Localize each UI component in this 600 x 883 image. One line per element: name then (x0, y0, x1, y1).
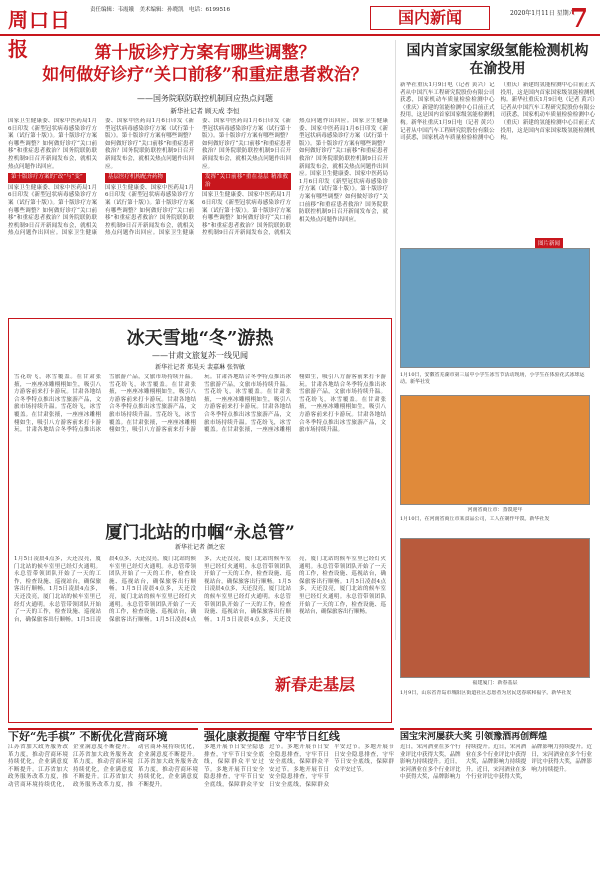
lead-title: 第十版诊疗方案有哪些调整？ 如何做好诊疗“关口前移”和重症患者救治？ (42, 43, 368, 85)
right-title: 国内首家国家级氢能检测机构在渝投用 (406, 43, 589, 77)
photo-skating (400, 248, 590, 368)
newspaper-logo: 周口日报 (8, 8, 71, 61)
photo-couplets (400, 538, 590, 678)
feature2-byline: 新华社记者 颜之宏 (175, 544, 225, 551)
feature1-subtitle: ——甘肃文旅复苏一线见闻 (152, 351, 248, 360)
photo-tag-3: 福建厦门：新春基层 (472, 680, 518, 686)
bottom-body-1: 江苏省加大政务服务改革力度，推动营商环境持续优化，企业满意度不断提升。江苏省加大政务服务改革力度，推动营商环境持续优化，企业满意度不断提升。江苏省加大政务服务改革力度，推动营商环境持续优化，企业满意度不断提升。江苏省加大政务服务改革力度，推动营商环境持续优化，企业满意度不断提升。江苏省加大政务服务改革力度，推动营商环境持续优化，企业满意度不断提升。 (8, 744, 198, 788)
lead-subtitle: ——国务院联防联控机制回应热点问题 (137, 94, 273, 103)
bottom-body-3: 近日，宋河酒业在多个行业评比中获得大奖，品牌影响力持续提升。近日，宋河酒业在多个行业评比中获得大奖，品牌影响力持续提升。近日，宋河酒业在多个行业评比中获得大奖，品牌影响力持续提升。近日，宋河酒业在多个行业评比中获得大奖，品牌影响力持续提升。近日，宋河酒业在多个行业评比中获得大奖，品牌影响力持续提升。 (400, 744, 592, 781)
page-number: 7 (570, 4, 589, 34)
bottom-title-1: 下好“先手棋” 不断优化营商环境 (8, 730, 168, 743)
photo-caption-2: 1月10日，在河南省商丘市某食品公司，工人在制作年馍。新华社发 (400, 516, 550, 522)
feature2-body: 1月5日凌晨4点多，天还没亮，厦门北站的候车室里已经灯火通明。永总管带领团队开始了一天的工作，检查设施、巡视站台，确保旅客出行顺畅。1月5日凌晨4点多，天还没亮，厦门北站的候车室里已经灯火通明。永总管带领团队开始了一天的工作，检查设施、巡视站台，确保旅客出行顺畅。1月5日凌晨4点多，天还没亮，厦门北站的候车室里已经灯火通明。永总管带领团队开始了一天的工作，检查设施、巡视站台，确保旅客出行顺畅。1月5日凌晨4点多，天还没亮，厦门北站的候车室里已经灯火通明。永总管带领团队开始了一天的工作，检查设施、巡视站台，确保旅客出行顺畅。1月5日凌晨4点多，天还没亮，厦门北站的候车室里已经灯火通明。永总管带领团队开始了一天的工作，检查设施、巡视站台，确保旅客出行顺畅。1月5日凌晨4点多，天还没亮，厦门北站的候车室里已经灯火通明。永总管带领团队开始了一天的工作，检查设施、巡视站台，确保旅客出行顺畅。1月5日凌晨4点多，天还没亮，厦门北站的候车室里已经灯火通明。永总管带领团队开始了一天的工作，检查设施、巡视站台，确保旅客出行顺畅。1月5日凌晨4点多，天还没亮，厦门北站的候车室里已经灯火通明。永总管带领团队开始了一天的工作，检查设施、巡视站台，确保旅客出行顺畅。 (14, 556, 386, 623)
feature2-title: 厦门北站的巾帼“永总管” (105, 523, 295, 543)
section-title: 国内新闻 (370, 6, 490, 30)
lead-byline: 新华社记者 顾天成 李恒 (170, 107, 240, 115)
photo-dumplings (400, 395, 590, 505)
feature1-title: 冰天雪地“冬”游热 (126, 328, 274, 349)
bottom-article-3 (400, 728, 592, 878)
feature1-byline: 新华社记者 郑昊天 裴嘉琳 张智敏 (155, 364, 245, 371)
bottom-body-2: 多地开展节日安全隐患排查，守牢节日安全底线，保障群众平安过节。多地开展节日安全隐患排查，守牢节日安全底线，保障群众平安过节。多地开展节日安全隐患排查，守牢节日安全底线，保障群众平安过节。多地开展节日安全隐患排查，守牢节日安全底线，保障群众平安过节。多地开展节日安全隐患排查，守牢节日安全底线，保障群众平安过节。 (204, 744, 394, 788)
lead-body: 国家卫生健康委、国家中医药局1月6日印发《新型冠状病毒感染诊疗方案（试行第十版）》。第十版诊疗方案有哪些调整？如何做好诊疗“关口前移”和重症患者救治？国务院联防联控机制9日召开新闻发布会，就相关热点问题作出回应。 第十版诊疗方案的“改”与“变” 国家卫生健康委、国家中医药局1月6日印发《新型冠状病毒感染诊疗方案（试行第十版）》。第十版诊疗方案有哪些调整？如何做好诊疗“关口前移”和重症患者救治？国务院联防联控机制9日召开新闻发布会，就相关热点问题作出回应。国家卫生健康委、国家中医药局1月6日印发《新型冠状病毒感染诊疗方案（试行第十版）》。第十版诊疗方案有哪些调整？如何做好诊疗“关口前移”和重症患者救治？国务院联防联控机制9日召开新闻发布会，就相关热点问题作出回应。 基层医疗机构配齐药物 国家卫生健康委、国家中医药局1月6日印发《新型冠状病毒感染诊疗方案（试行第十版）》。第十版诊疗方案有哪些调整？如何做好诊疗“关口前移”和重症患者救治？国务院联防联控机制9日召开新闻发布会，就相关热点问题作出回应。国家卫生健康委、国家中医药局1月6日印发《新型冠状病毒感染诊疗方案（试行第十版）》。第十版诊疗方案有哪些调整？如何做好诊疗“关口前移”和重症患者救治？国务院联防联控机制9日召开新闻发布会，就相关热点问题作出回应。 发挥“关口前移”重在基层 精准救治 国家卫生健康委、国家中医药局1月6日印发《新型冠状病毒感染诊疗方案（试行第十版）》。第十版诊疗方案有哪些调整？如何做好诊疗“关口前移”和重症患者救治？国务院联防联控机制9日召开新闻发布会，就相关热点问题作出回应。国家卫生健康委、国家中医药局1月6日印发《新型冠状病毒感染诊疗方案（试行第十版）》。第十版诊疗方案有哪些调整？如何做好诊疗“关口前移”和重症患者救治？国务院联防联控机制9日召开新闻发布会，就相关热点问题作出回应。国家卫生健康委、国家中医药局1月6日印发《新型冠状病毒感染诊疗方案（试行第十版）》。第十版诊疗方案有哪些调整？如何做好诊疗“关口前移”和重症患者救治？国务院联防联控机制9日召开新闻发布会，就相关热点问题作出回应。 (8, 118, 388, 237)
bottom-article-2 (204, 728, 394, 878)
editor-meta: 责任编辑：韦霞娥 美术编辑：孙晓凯 电话：6199516 (90, 7, 230, 13)
photo-caption-3: 1月9日，山东省青岛市城阳区街道社区志愿者为居民送春联和福字。新华社发 (400, 690, 572, 696)
bottom-title-3: 国宝宋河屡获大奖 引领豫酒再创辉煌 (400, 732, 548, 742)
photo-tag-2: 河南省商丘市：蒸馍迎年 (467, 507, 523, 513)
new-year-banner: 新春走基层 (274, 675, 355, 694)
bottom-title-2: 强化康救提醒 守牢节日红线 (204, 730, 340, 743)
photo-news-tag: 图片新闻 (535, 238, 563, 248)
bottom-article-1 (8, 728, 198, 878)
feature1-body: 雪花纷飞，冰雪覆盖。在甘肃张掖，一座座冰雕栩栩如生，吸引八方游客前来打卡游玩。甘肃各地结合冬季特点推出冰雪旅游产品，文旅市场持续升温。雪花纷飞，冰雪覆盖。在甘肃张掖，一座座冰雕栩栩如生，吸引八方游客前来打卡游玩。甘肃各地结合冬季特点推出冰雪旅游产品，文旅市场持续升温。雪花纷飞，冰雪覆盖。在甘肃张掖，一座座冰雕栩栩如生，吸引八方游客前来打卡游玩。甘肃各地结合冬季特点推出冰雪旅游产品，文旅市场持续升温。雪花纷飞，冰雪覆盖。在甘肃张掖，一座座冰雕栩栩如生，吸引八方游客前来打卡游玩。甘肃各地结合冬季特点推出冰雪旅游产品，文旅市场持续升温。雪花纷飞，冰雪覆盖。在甘肃张掖，一座座冰雕栩栩如生，吸引八方游客前来打卡游玩。甘肃各地结合冬季特点推出冰雪旅游产品，文旅市场持续升温。雪花纷飞，冰雪覆盖。在甘肃张掖，一座座冰雕栩栩如生，吸引八方游客前来打卡游玩。甘肃各地结合冬季特点推出冰雪旅游产品，文旅市场持续升温。雪花纷飞，冰雪覆盖。在甘肃张掖，一座座冰雕栩栩如生，吸引八方游客前来打卡游玩。甘肃各地结合冬季特点推出冰雪旅游产品，文旅市场持续升温。 (14, 374, 386, 434)
issue-date: 2020年1月11日 星期六 (510, 10, 575, 17)
right-body: 新华社重庆1月9日电（记者 黄兴）记者从中国汽车工程研究院股份有限公司获悉，国家机动车质量检验检测中心（重庆）新建的氢能检测中心目前正式投用，这是国内首家国家级氢能检测机构。新华社重庆1月9日电（记者 黄兴）记者从中国汽车工程研究院股份有限公司获悉，国家机动车质量检验检测中心（重庆）新建的氢能检测中心目前正式投用，这是国内首家国家级氢能检测机构。新华社重庆1月9日电（记者 黄兴）记者从中国汽车工程研究院股份有限公司获悉，国家机动车质量检验检测中心（重庆）新建的氢能检测中心目前正式投用，这是国内首家国家级氢能检测机构。 (400, 82, 595, 142)
photo-caption-1: 1月10日，安徽省芜湖市第三届中小学生冰雪节活动现场，小学生在体验花式冰球运动。新华社发 (400, 372, 585, 385)
